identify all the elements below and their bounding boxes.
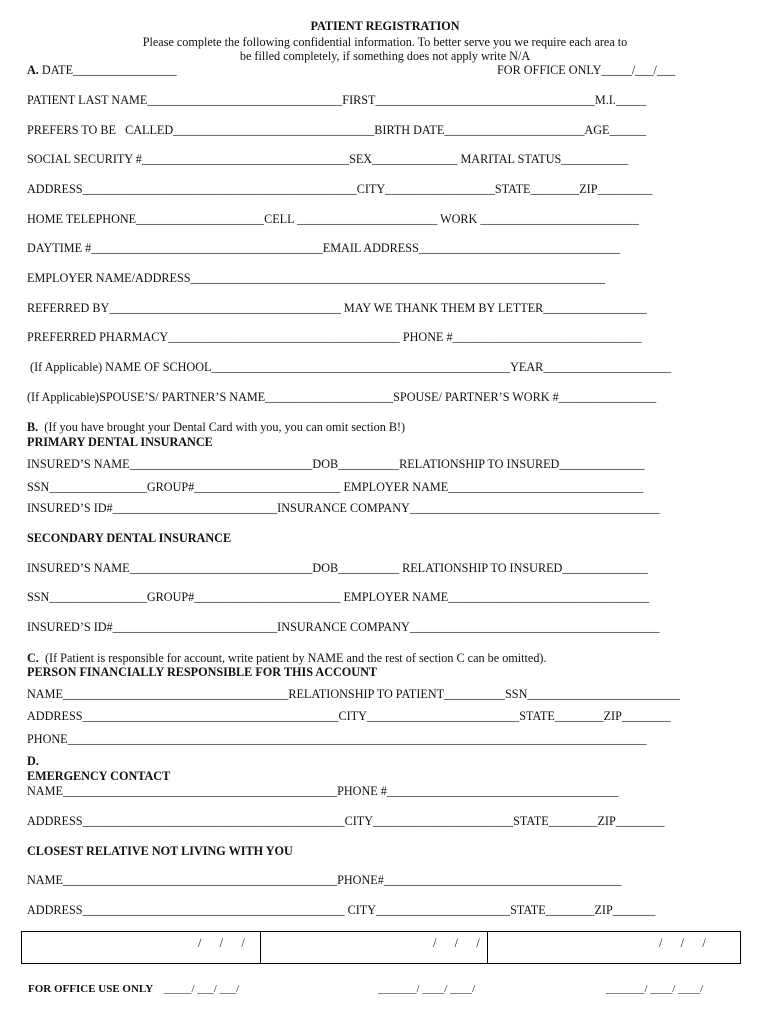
- office-box-divider: [487, 932, 488, 963]
- section-c-note-text: (If Patient is responsible for account, write patient by NAME and the rest of section C can be omitted).: [38, 651, 547, 665]
- office-box-divider: [260, 932, 261, 963]
- patient-name-line[interactable]: PATIENT LAST NAME________________________________FIRST____________________________________M.I._____: [27, 93, 647, 107]
- relative-name-line[interactable]: NAME_____________________________________________PHONE#_______________________________________: [27, 873, 622, 887]
- responsible-address-line[interactable]: ADDRESS__________________________________________CITY_________________________STATE________ZIP________: [27, 709, 671, 723]
- spouse-line[interactable]: (If Applicable)SPOUSE’S/ PARTNER’S NAME_____________________SPOUSE/ PARTNER’S WORK #________________: [27, 390, 657, 404]
- office-box-date-1[interactable]: / / /: [198, 936, 245, 950]
- closest-relative-heading: CLOSEST RELATIVE NOT LIVING WITH YOU: [27, 844, 293, 858]
- office-use-only-label: FOR OFFICE USE ONLY: [28, 983, 156, 995]
- primary-insurance-heading: PRIMARY DENTAL INSURANCE: [27, 435, 213, 449]
- office-box-date-3[interactable]: / / /: [659, 936, 706, 950]
- school-line[interactable]: (If Applicable) NAME OF SCHOOL_________________________________________________YEAR_____________________: [27, 360, 672, 374]
- relative-address-line[interactable]: ADDRESS___________________________________________ CITY______________________STATE________ZIP_______: [27, 903, 656, 917]
- office-use-date-1[interactable]: _____/ ___/ ___/: [164, 983, 240, 995]
- section-b-note-text: (If you have brought your Dental Card with you, you can omit section B!): [38, 420, 406, 434]
- date-field-label: DATE_________________: [38, 63, 177, 77]
- referred-by-line[interactable]: REFERRED BY______________________________________ MAY WE THANK THEM BY LETTER_________________: [27, 301, 647, 315]
- section-b-note: [27, 420, 405, 434]
- emergency-contact-heading: EMERGENCY CONTACT: [27, 769, 171, 783]
- section-b-label: B.: [27, 420, 39, 434]
- secondary-insured-name-line[interactable]: INSURED’S NAME______________________________DOB__________ RELATIONSHIP TO INSURED______________: [27, 561, 648, 575]
- section-a-label: A.: [27, 63, 39, 77]
- section-d-label: D.: [27, 754, 39, 768]
- social-security-line[interactable]: SOCIAL SECURITY #__________________________________SEX______________ MARITAL STATUS___________: [27, 152, 629, 166]
- office-only-date: FOR OFFICE ONLY_____/___/___: [497, 63, 676, 77]
- office-box-date-2[interactable]: / / /: [433, 936, 480, 950]
- address-line[interactable]: ADDRESS_____________________________________________CITY__________________STATE________ZIP_________: [27, 182, 653, 196]
- date-field[interactable]: [27, 63, 177, 77]
- emergency-name-line[interactable]: NAME_____________________________________________PHONE #______________________________________: [27, 784, 619, 798]
- employer-line[interactable]: EMPLOYER NAME/ADDRESS____________________________________________________________________: [27, 271, 605, 285]
- primary-insured-name-line[interactable]: INSURED’S NAME______________________________DOB__________RELATIONSHIP TO INSURED______________: [27, 457, 645, 471]
- office-use-date-2[interactable]: _______/ ____/ ____/: [378, 983, 476, 995]
- office-use-date-3[interactable]: _______/ ____/ ____/: [606, 983, 704, 995]
- secondary-insurance-heading: SECONDARY DENTAL INSURANCE: [27, 531, 232, 545]
- section-c-note: [27, 651, 547, 665]
- intro-line-2: be filled completely, if something does not apply write N/A: [239, 49, 531, 63]
- telephone-line[interactable]: HOME TELEPHONE_____________________CELL _______________________ WORK __________________________: [27, 212, 639, 226]
- pharmacy-line[interactable]: PREFERRED PHARMACY______________________________________ PHONE #_______________________________: [27, 330, 642, 344]
- section-c-label: C.: [27, 651, 39, 665]
- primary-ssn-line[interactable]: SSN________________GROUP#________________________ EMPLOYER NAME________________________________: [27, 480, 644, 494]
- primary-insured-id-line[interactable]: INSURED’S ID#___________________________INSURANCE COMPANY_________________________________________: [27, 501, 660, 515]
- secondary-insured-id-line[interactable]: INSURED’S ID#___________________________INSURANCE COMPANY_________________________________________: [27, 620, 660, 634]
- responsible-name-line[interactable]: NAME_____________________________________RELATIONSHIP TO PATIENT__________SSN_________________________: [27, 687, 680, 701]
- daytime-email-line[interactable]: DAYTIME #______________________________________EMAIL ADDRESS_________________________________: [27, 241, 620, 255]
- secondary-ssn-line[interactable]: SSN________________GROUP#________________________ EMPLOYER NAME_________________________________: [27, 590, 650, 604]
- office-use-box: [21, 931, 741, 964]
- intro-line-1: Please complete the following confidential information. To better serve you we require each area to: [142, 35, 628, 49]
- prefers-called-line[interactable]: PREFERS TO BE CALLED_________________________________BIRTH DATE_______________________AGE______: [27, 123, 647, 137]
- responsible-phone-line[interactable]: PHONE_______________________________________________________________________________________________: [27, 732, 647, 746]
- emergency-address-line[interactable]: ADDRESS___________________________________________CITY_______________________STATE________ZIP________: [27, 814, 665, 828]
- page-title: PATIENT REGISTRATION: [310, 19, 460, 33]
- financially-responsible-heading: PERSON FINANCIALLY RESPONSIBLE FOR THIS ACCOUNT: [27, 665, 378, 679]
